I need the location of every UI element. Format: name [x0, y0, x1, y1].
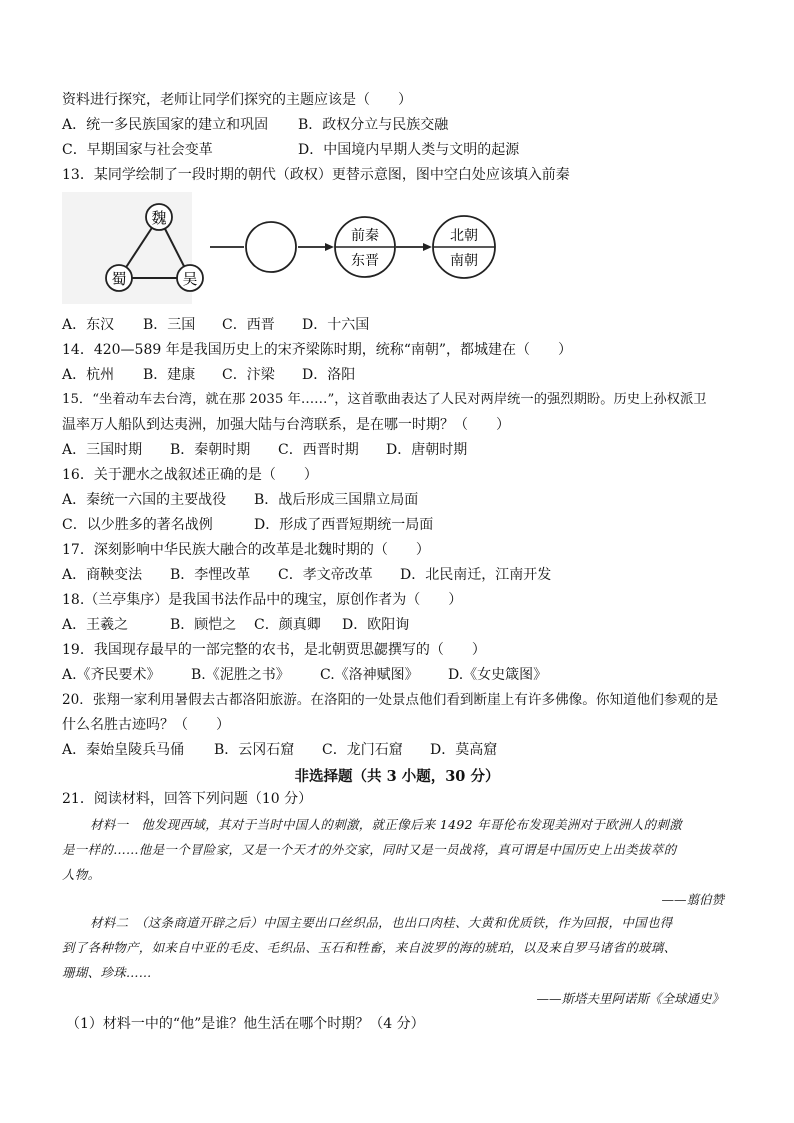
- q18-option-b: B．顾恺之: [170, 617, 237, 633]
- material1-line2: 是一样的……他是一个冒险家，又是一个天才的外交家，同时又是一员战将，真可谓是中国历史上出类拔萃的: [62, 842, 677, 857]
- q21-subquestion-1: （1）材料一中的“他”是谁？他生活在哪个时期？（4 分）: [66, 1016, 425, 1032]
- material1-line3: 人物。: [62, 867, 101, 882]
- material2-source: ——斯塔夫里阿诺斯《全球通史》: [536, 991, 724, 1006]
- material1-source: ——翦伯赞: [661, 892, 724, 907]
- q13-stem: 13．某同学绘制了一段时期的朝代（政权）更替示意图，图中空白处应该填入前秦: [62, 167, 570, 183]
- q19-option-c: C.《洛神赋图》: [320, 667, 419, 683]
- label-wei: 魏: [151, 209, 167, 227]
- q20-option-b: B．云冈石窟: [214, 742, 295, 758]
- label-nanchao: 南朝: [450, 253, 478, 269]
- q19-stem: 19．我国现存最早的一部完整的农书，是北朝贾思勰撰写的（ ）: [62, 642, 486, 658]
- q13-option-b: B．三国: [143, 317, 196, 333]
- section-title: 非选择题（共 3 小题，30 分）: [294, 768, 500, 785]
- dynasty-succession-diagram: [62, 192, 502, 304]
- material2-line2: 到了各种物产，如来自中亚的毛皮、毛织品、玉石和牲畜，来自波罗的海的琥珀，以及来自罗马诸省的玻璃、: [62, 940, 677, 955]
- material2-line3: 珊瑚、珍珠……: [62, 965, 152, 980]
- q19-option-a: A.《齐民要术》: [62, 667, 161, 683]
- label-beichao: 北朝: [450, 228, 478, 244]
- q12-option-c: C．早期国家与社会变革: [62, 142, 213, 158]
- q13-option-c: C．西晋: [222, 317, 275, 333]
- q14-stem: 14．420—589 年是我国历史上的宋齐梁陈时期，统称“南朝”，都城建在（ ）: [62, 342, 573, 358]
- q14-option-c: C．汴梁: [222, 367, 275, 383]
- q14-option-b: B．建康: [143, 367, 196, 383]
- q20-option-a: A．秦始皇陵兵马俑: [62, 742, 185, 758]
- q20-stem-line1: 20．张翔一家利用暑假去古都洛阳旅游。在洛阳的一处景点他们看到断崖上有许多佛像。你知道他们参观的是: [62, 692, 719, 708]
- q15-stem-line1: 15．“坐着动车去台湾，就在那 2035 年……”，这首歌曲表达了人民对两岸统一的强烈期盼。历史上孙权派卫: [62, 392, 707, 407]
- q15-option-b: B．秦朝时期: [170, 442, 251, 458]
- q20-option-c: C．龙门石窟: [322, 742, 403, 758]
- q15-option-a: A．三国时期: [62, 442, 143, 458]
- q20-stem-line2: 什么名胜古迹吗？（ ）: [62, 717, 230, 733]
- q18-option-d: D．欧阳询: [342, 617, 410, 633]
- q17-option-a: A．商鞅变法: [62, 567, 143, 583]
- q17-option-d: D．北民南迁，江南开发: [400, 567, 552, 583]
- q12-stem: 资料进行探究，老师让同学们探究的主题应该是（ ）: [62, 92, 412, 108]
- q12-option-a: A．统一多民族国家的建立和巩固: [62, 117, 269, 133]
- q15-stem-line2: 温率万人船队到达夷洲，加强大陆与台湾联系，是在哪一时期？（ ）: [62, 417, 510, 433]
- q16-stem: 16．关于淝水之战叙述正确的是（ ）: [62, 467, 318, 483]
- label-wu: 吴: [182, 270, 198, 288]
- label-qianqin: 前秦: [351, 228, 379, 244]
- q16-option-b: B．战后形成三国鼎立局面: [254, 492, 419, 508]
- q18-stem: 18.（兰亭集序）是我国书法作品中的瑰宝，原创作者为（ ）: [62, 592, 463, 608]
- q19-option-b: B.《泥胜之书》: [191, 667, 290, 683]
- q17-stem: 17．深刻影响中华民族大融合的改革是北魏时期的（ ）: [62, 542, 430, 558]
- q21-stem: 21．阅读材料，回答下列问题（10 分）: [62, 791, 313, 807]
- q13-option-d: D．十六国: [302, 317, 370, 333]
- q18-option-c: C．颜真卿: [254, 617, 321, 633]
- q16-option-c: C．以少胜多的著名战例: [62, 517, 213, 533]
- q14-option-d: D．洛阳: [302, 367, 356, 383]
- q12-option-b: B．政权分立与民族交融: [298, 117, 449, 133]
- q16-option-d: D．形成了西晋短期统一局面: [254, 517, 434, 533]
- q18-option-a: A．王羲之: [62, 617, 129, 633]
- material1-line1: 材料一 他发现西域，其对于当时中国人的刺激，就正像后来 1492 年哥伦布发现美洲对于欧洲人的刺激: [90, 817, 682, 832]
- q14-option-a: A．杭州: [62, 367, 115, 383]
- q12-option-d: D．中国境内早期人类与文明的起源: [298, 142, 520, 158]
- q17-option-c: C．孝文帝改革: [278, 567, 373, 583]
- label-shu: 蜀: [111, 270, 127, 288]
- q16-option-a: A．秦统一六国的主要战役: [62, 492, 227, 508]
- q15-option-c: C．西晋时期: [278, 442, 359, 458]
- q19-option-d: D.《女史箴图》: [448, 667, 548, 683]
- material2-line1: 材料二 （这条商道开辟之后）中国主要出口丝织品，也出口肉桂、大黄和优质铁，作为回报，中国也得: [90, 915, 673, 930]
- q17-option-b: B．李悝改革: [170, 567, 251, 583]
- q20-option-d: D．莫高窟: [430, 742, 498, 758]
- q13-option-a: A．东汉: [62, 317, 115, 333]
- q15-option-d: D．唐朝时期: [386, 442, 468, 458]
- label-dongjin: 东晋: [351, 253, 379, 269]
- blank-circle: [246, 222, 296, 272]
